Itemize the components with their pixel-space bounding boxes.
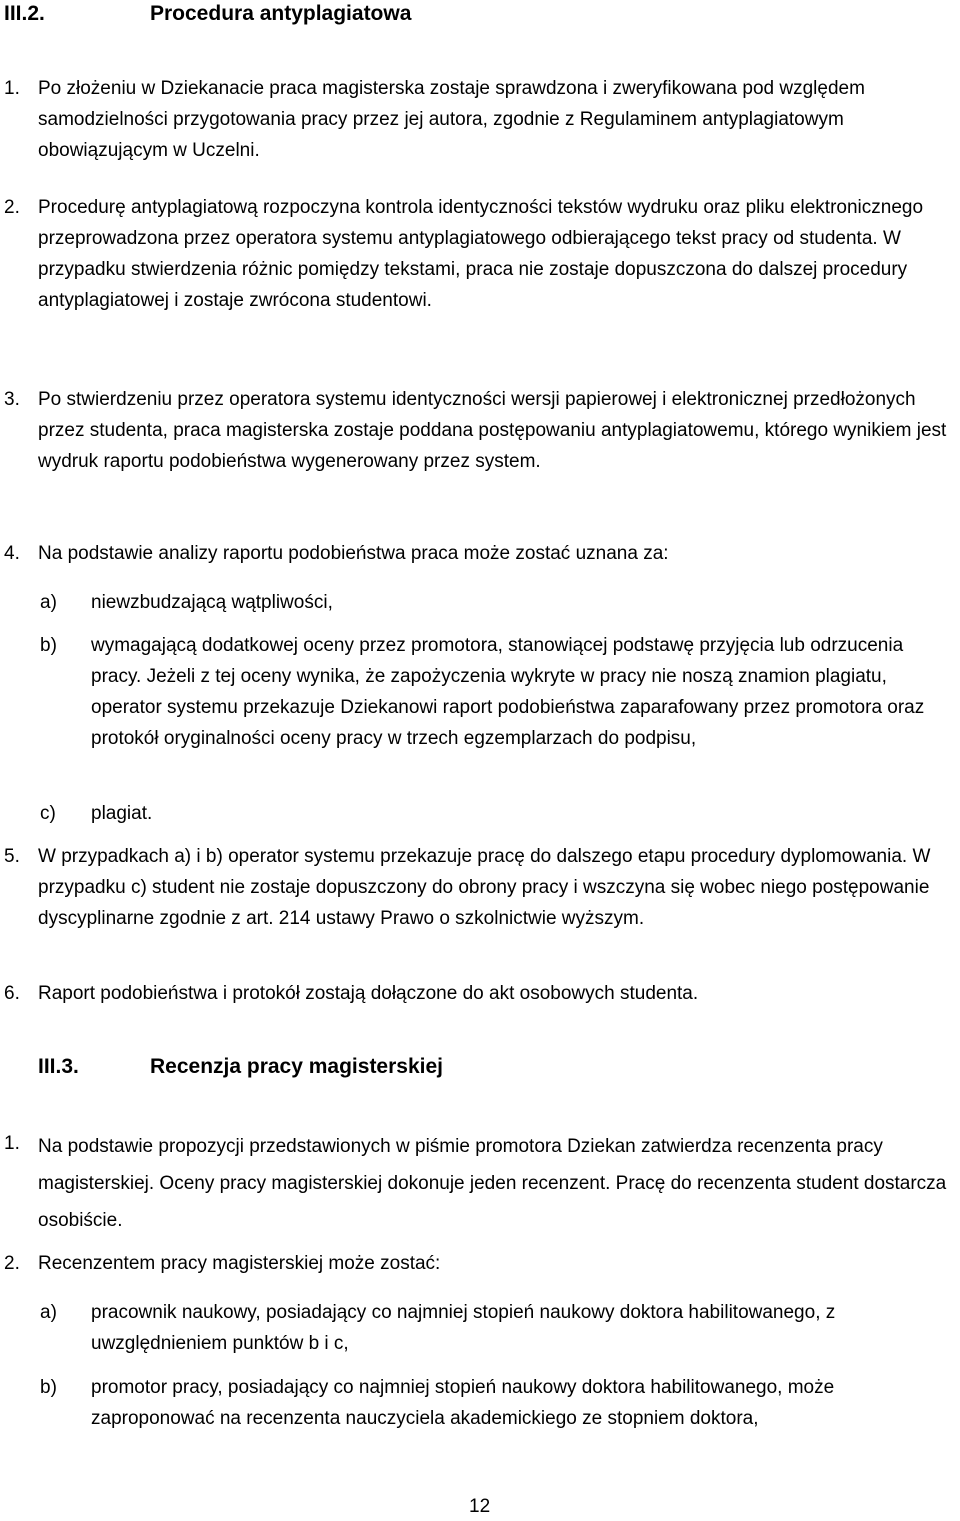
subitem-letter: a) bbox=[40, 1302, 57, 1323]
item-number: 5. bbox=[4, 846, 20, 867]
item-number: 1. bbox=[4, 1133, 20, 1154]
subitem-letter: b) bbox=[40, 1377, 57, 1398]
subitem-text: promotor pracy, posiadający co najmniej stopień naukowy doktora habilitowanego, może zaproponować na recenzenta nauczyciela akademickiego ze stopniem doktora, bbox=[91, 1377, 835, 1429]
paragraph: W przypadkach a) i b) operator systemu przekazuje pracę do dalszego etapu procedury dyplomowania. W przypadku c) student nie zostaje dopuszczony do obrony pracy i wszczyna się wobec niego postępowanie dyscyplinarne zgodnie z art. 214 ustawy Prawo o szkolnictwie wyższym. bbox=[38, 846, 931, 929]
section-title: Recenzja pracy magisterskiej bbox=[150, 1055, 443, 1078]
paragraph: Na podstawie analizy raportu podobieństwa praca może zostać uznana za: bbox=[38, 543, 669, 564]
page-number: 12 bbox=[469, 1496, 491, 1517]
subitem-text: pracownik naukowy, posiadający co najmniej stopień naukowy doktora habilitowanego, z uwzględnieniem punktów b i c, bbox=[91, 1302, 836, 1354]
section-number: III.2. bbox=[4, 2, 45, 25]
paragraph: Recenzentem pracy magisterskiej może zostać: bbox=[38, 1253, 441, 1274]
subitem-text: niewzbudzającą wątpliwości, bbox=[91, 592, 333, 613]
subitem-text: plagiat. bbox=[91, 803, 153, 824]
subitem-letter: c) bbox=[40, 803, 56, 824]
paragraph: Procedurę antyplagiatową rozpoczyna kontrola identyczności tekstów wydruku oraz pliku elektronicznego przeprowadzona przez operatora systemu antyplagiatowego odbierającego tekst pracy od studenta. W przypadku stwierdzenia różnic pomiędzy tekstami, praca nie zostaje dopuszczona do dalszej procedury antyplagiatowej i zostaje zwrócona studentowi. bbox=[38, 197, 924, 311]
paragraph: Raport podobieństwa i protokół zostają dołączone do akt osobowych studenta. bbox=[38, 983, 699, 1004]
paragraph: Po złożeniu w Dziekanacie praca magisterska zostaje sprawdzona i zweryfikowana pod względem samodzielności przygotowania pracy przez jej autora, zgodnie z Regulaminem antyplagiatowym obowiązującym w Uczelni. bbox=[38, 78, 865, 161]
item-number: 2. bbox=[4, 197, 20, 218]
paragraph: Po stwierdzeniu przez operatora systemu identyczności wersji papierowej i elektronicznej przedłożonych przez studenta, praca magisterska zostaje poddana postępowaniu antyplagiatowemu, którego wynikiem jest wydruk raportu podobieństwa wygenerowany przez system. bbox=[38, 389, 947, 472]
item-number: 6. bbox=[4, 983, 20, 1004]
section-title: Procedura antyplagiatowa bbox=[150, 2, 412, 25]
item-number: 4. bbox=[4, 543, 20, 564]
item-number: 3. bbox=[4, 389, 20, 410]
subitem-letter: b) bbox=[40, 635, 57, 656]
subitem-letter: a) bbox=[40, 592, 57, 613]
item-number: 2. bbox=[4, 1253, 20, 1274]
paragraph: Na podstawie propozycji przedstawionych w piśmie promotora Dziekan zatwierdza recenzenta pracy magisterskiej. Oceny pracy magisterskiej dokonuje jeden recenzent. Pracę do recenzenta student dostarcza osobiście. bbox=[38, 1136, 947, 1231]
section-number: III.3. bbox=[38, 1055, 79, 1078]
item-number: 1. bbox=[4, 78, 20, 99]
subitem-text: wymagającą dodatkowej oceny przez promotora, stanowiącej podstawę przyjęcia lub odrzucenia pracy. Jeżeli z tej oceny wynika, że zapożyczenia wykryte w pracy nie noszą znamion plagiatu, operator systemu przekazuje Dziekanowi raport podobieństwa zaparafowany przez promotora oraz protokół oryginalności oceny pracy w trzech egzemplarzach do podpisu, bbox=[91, 635, 925, 749]
